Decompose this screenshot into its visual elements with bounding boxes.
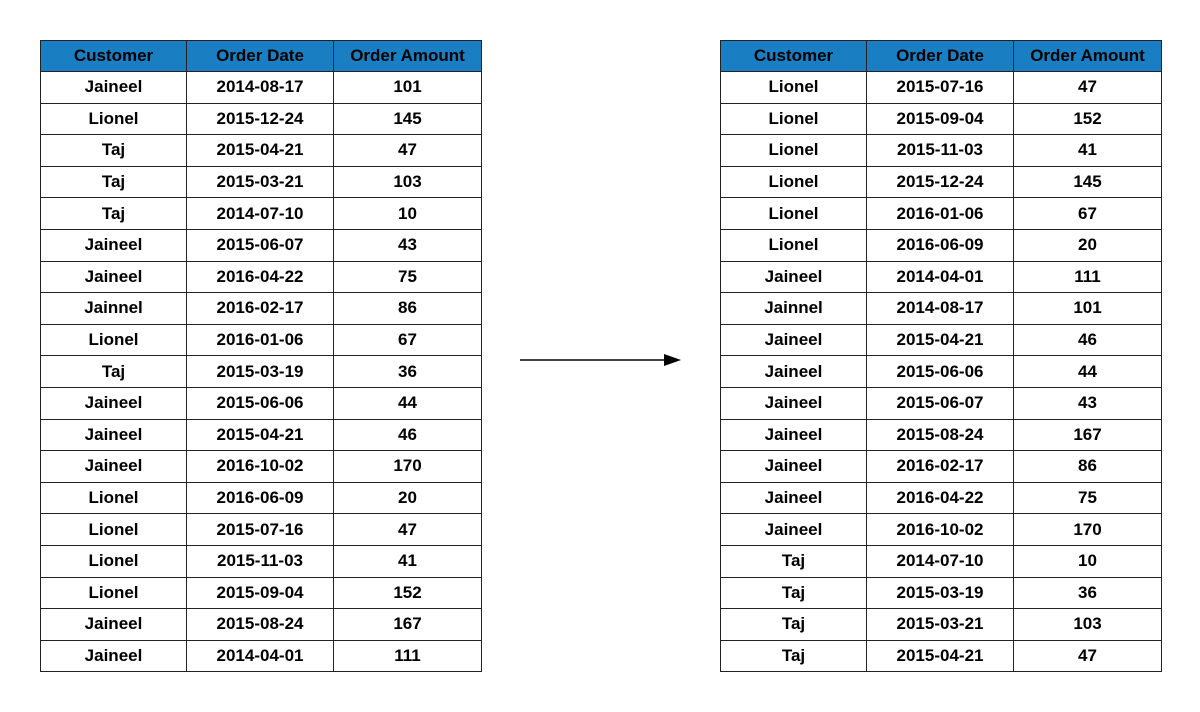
table-row bbox=[41, 135, 482, 167]
cell-order-date: 2016-04-22 bbox=[867, 482, 1014, 514]
cell-order-amount: 101 bbox=[1014, 293, 1162, 325]
cell-order-date: 2015-08-24 bbox=[867, 419, 1014, 451]
cell-order-date: 2016-01-06 bbox=[187, 324, 334, 356]
table-row bbox=[41, 609, 482, 641]
cell-customer: Jaineel bbox=[721, 419, 867, 451]
cell-order-date: 2016-10-02 bbox=[867, 514, 1014, 546]
table-row bbox=[41, 356, 482, 388]
cell-customer: Taj bbox=[41, 166, 187, 198]
cell-customer: Taj bbox=[721, 577, 867, 609]
cell-order-date: 2014-07-10 bbox=[867, 545, 1014, 577]
cell-order-amount: 41 bbox=[334, 545, 482, 577]
cell-order-amount: 101 bbox=[334, 72, 482, 104]
cell-order-amount: 36 bbox=[1014, 577, 1162, 609]
table-header-row bbox=[721, 41, 1162, 72]
cell-customer: Jainnel bbox=[721, 293, 867, 325]
table-row bbox=[41, 72, 482, 104]
table-row bbox=[721, 72, 1162, 104]
cell-customer: Lionel bbox=[41, 545, 187, 577]
cell-order-amount: 103 bbox=[334, 166, 482, 198]
cell-customer: Jaineel bbox=[41, 419, 187, 451]
cell-order-amount: 152 bbox=[1014, 103, 1162, 135]
source-table bbox=[40, 40, 482, 672]
cell-customer: Taj bbox=[721, 609, 867, 641]
cell-order-date: 2015-12-24 bbox=[187, 103, 334, 135]
table-row bbox=[41, 103, 482, 135]
cell-customer: Lionel bbox=[721, 198, 867, 230]
cell-order-date: 2015-04-21 bbox=[187, 135, 334, 167]
cell-order-amount: 20 bbox=[1014, 229, 1162, 261]
cell-customer: Jaineel bbox=[41, 640, 187, 672]
table-row bbox=[721, 293, 1162, 325]
cell-order-date: 2015-03-21 bbox=[867, 609, 1014, 641]
sorted-table bbox=[720, 40, 1162, 672]
cell-customer: Lionel bbox=[41, 324, 187, 356]
cell-order-date: 2015-06-06 bbox=[867, 356, 1014, 388]
cell-order-date: 2015-06-07 bbox=[867, 387, 1014, 419]
table-row bbox=[41, 545, 482, 577]
table-row bbox=[41, 482, 482, 514]
table-row bbox=[721, 609, 1162, 641]
cell-order-amount: 47 bbox=[334, 514, 482, 546]
cell-order-date: 2016-04-22 bbox=[187, 261, 334, 293]
table-row bbox=[721, 135, 1162, 167]
cell-order-amount: 152 bbox=[334, 577, 482, 609]
column-header-order-date: Order Date bbox=[187, 41, 334, 72]
table-row bbox=[41, 514, 482, 546]
cell-customer: Lionel bbox=[41, 482, 187, 514]
cell-customer: Jaineel bbox=[721, 261, 867, 293]
cell-order-date: 2016-06-09 bbox=[867, 229, 1014, 261]
column-header-customer: Customer bbox=[721, 41, 867, 72]
cell-order-amount: 47 bbox=[334, 135, 482, 167]
table-row bbox=[721, 198, 1162, 230]
cell-order-amount: 10 bbox=[334, 198, 482, 230]
cell-customer: Jainnel bbox=[41, 293, 187, 325]
cell-order-date: 2016-01-06 bbox=[867, 198, 1014, 230]
cell-order-amount: 10 bbox=[1014, 545, 1162, 577]
cell-order-date: 2016-02-17 bbox=[867, 451, 1014, 483]
table-row bbox=[721, 229, 1162, 261]
table-row bbox=[41, 229, 482, 261]
column-header-order-date: Order Date bbox=[867, 41, 1014, 72]
cell-order-amount: 20 bbox=[334, 482, 482, 514]
cell-order-amount: 46 bbox=[334, 419, 482, 451]
table-row bbox=[41, 451, 482, 483]
cell-customer: Lionel bbox=[721, 103, 867, 135]
cell-customer: Jaineel bbox=[41, 229, 187, 261]
cell-customer: Jaineel bbox=[721, 324, 867, 356]
cell-order-date: 2014-08-17 bbox=[187, 72, 334, 104]
table-row bbox=[721, 482, 1162, 514]
table-row bbox=[41, 577, 482, 609]
table-row bbox=[721, 577, 1162, 609]
right-arrow-icon bbox=[520, 351, 682, 369]
cell-customer: Jaineel bbox=[721, 451, 867, 483]
table-row bbox=[721, 166, 1162, 198]
table-row bbox=[41, 324, 482, 356]
cell-customer: Taj bbox=[721, 640, 867, 672]
cell-order-date: 2015-12-24 bbox=[867, 166, 1014, 198]
cell-order-amount: 41 bbox=[1014, 135, 1162, 167]
cell-order-date: 2015-03-19 bbox=[867, 577, 1014, 609]
table-row bbox=[41, 387, 482, 419]
table-body bbox=[41, 72, 482, 672]
cell-order-date: 2016-10-02 bbox=[187, 451, 334, 483]
cell-order-amount: 167 bbox=[334, 609, 482, 641]
table-row bbox=[41, 198, 482, 230]
cell-customer: Lionel bbox=[721, 135, 867, 167]
cell-order-date: 2015-04-21 bbox=[867, 324, 1014, 356]
cell-customer: Lionel bbox=[41, 577, 187, 609]
table-body bbox=[721, 72, 1162, 672]
cell-order-date: 2014-07-10 bbox=[187, 198, 334, 230]
column-header-customer: Customer bbox=[41, 41, 187, 72]
table-row bbox=[721, 324, 1162, 356]
column-header-order-amount: Order Amount bbox=[334, 41, 482, 72]
cell-order-amount: 145 bbox=[1014, 166, 1162, 198]
cell-order-date: 2015-09-04 bbox=[867, 103, 1014, 135]
table-row bbox=[721, 356, 1162, 388]
table-row bbox=[721, 451, 1162, 483]
cell-order-amount: 170 bbox=[334, 451, 482, 483]
cell-customer: Lionel bbox=[721, 166, 867, 198]
cell-order-amount: 47 bbox=[1014, 72, 1162, 104]
cell-customer: Taj bbox=[41, 135, 187, 167]
cell-order-date: 2015-03-19 bbox=[187, 356, 334, 388]
cell-customer: Jaineel bbox=[721, 387, 867, 419]
table-row bbox=[41, 640, 482, 672]
cell-order-date: 2015-11-03 bbox=[867, 135, 1014, 167]
cell-order-amount: 46 bbox=[1014, 324, 1162, 356]
table-header-row bbox=[41, 41, 482, 72]
cell-order-amount: 167 bbox=[1014, 419, 1162, 451]
cell-customer: Taj bbox=[721, 545, 867, 577]
cell-order-amount: 67 bbox=[334, 324, 482, 356]
cell-order-date: 2015-09-04 bbox=[187, 577, 334, 609]
table-row bbox=[721, 640, 1162, 672]
cell-customer: Jaineel bbox=[41, 609, 187, 641]
cell-order-date: 2015-07-16 bbox=[867, 72, 1014, 104]
cell-order-amount: 75 bbox=[334, 261, 482, 293]
cell-order-amount: 111 bbox=[334, 640, 482, 672]
table-row bbox=[721, 419, 1162, 451]
cell-order-amount: 75 bbox=[1014, 482, 1162, 514]
cell-order-amount: 43 bbox=[1014, 387, 1162, 419]
cell-order-date: 2016-02-17 bbox=[187, 293, 334, 325]
table-row bbox=[721, 387, 1162, 419]
cell-order-date: 2015-04-21 bbox=[867, 640, 1014, 672]
cell-order-amount: 103 bbox=[1014, 609, 1162, 641]
cell-customer: Jaineel bbox=[41, 387, 187, 419]
table-row bbox=[41, 261, 482, 293]
table-row bbox=[41, 419, 482, 451]
cell-customer: Jaineel bbox=[721, 482, 867, 514]
cell-order-amount: 145 bbox=[334, 103, 482, 135]
cell-customer: Jaineel bbox=[41, 261, 187, 293]
column-header-order-amount: Order Amount bbox=[1014, 41, 1162, 72]
cell-order-date: 2015-06-06 bbox=[187, 387, 334, 419]
cell-order-date: 2015-08-24 bbox=[187, 609, 334, 641]
cell-order-date: 2014-04-01 bbox=[867, 261, 1014, 293]
cell-order-amount: 44 bbox=[1014, 356, 1162, 388]
cell-order-date: 2014-08-17 bbox=[867, 293, 1014, 325]
cell-customer: Taj bbox=[41, 198, 187, 230]
table-row bbox=[41, 166, 482, 198]
cell-order-date: 2014-04-01 bbox=[187, 640, 334, 672]
table-row bbox=[721, 103, 1162, 135]
cell-order-date: 2015-07-16 bbox=[187, 514, 334, 546]
cell-customer: Jaineel bbox=[721, 356, 867, 388]
table-row bbox=[41, 293, 482, 325]
cell-order-date: 2016-06-09 bbox=[187, 482, 334, 514]
cell-customer: Lionel bbox=[721, 72, 867, 104]
cell-order-amount: 170 bbox=[1014, 514, 1162, 546]
cell-order-amount: 36 bbox=[334, 356, 482, 388]
table-row bbox=[721, 514, 1162, 546]
cell-order-amount: 44 bbox=[334, 387, 482, 419]
cell-order-amount: 86 bbox=[334, 293, 482, 325]
cell-customer: Lionel bbox=[41, 514, 187, 546]
cell-order-date: 2015-11-03 bbox=[187, 545, 334, 577]
table-row bbox=[721, 261, 1162, 293]
cell-order-amount: 43 bbox=[334, 229, 482, 261]
cell-order-date: 2015-04-21 bbox=[187, 419, 334, 451]
cell-customer: Lionel bbox=[721, 229, 867, 261]
cell-order-amount: 86 bbox=[1014, 451, 1162, 483]
cell-order-amount: 111 bbox=[1014, 261, 1162, 293]
cell-customer: Jaineel bbox=[41, 451, 187, 483]
cell-order-date: 2015-03-21 bbox=[187, 166, 334, 198]
cell-customer: Jaineel bbox=[41, 72, 187, 104]
cell-order-date: 2015-06-07 bbox=[187, 229, 334, 261]
cell-customer: Jaineel bbox=[721, 514, 867, 546]
cell-customer: Lionel bbox=[41, 103, 187, 135]
cell-order-amount: 47 bbox=[1014, 640, 1162, 672]
cell-customer: Taj bbox=[41, 356, 187, 388]
cell-order-amount: 67 bbox=[1014, 198, 1162, 230]
table-row bbox=[721, 545, 1162, 577]
